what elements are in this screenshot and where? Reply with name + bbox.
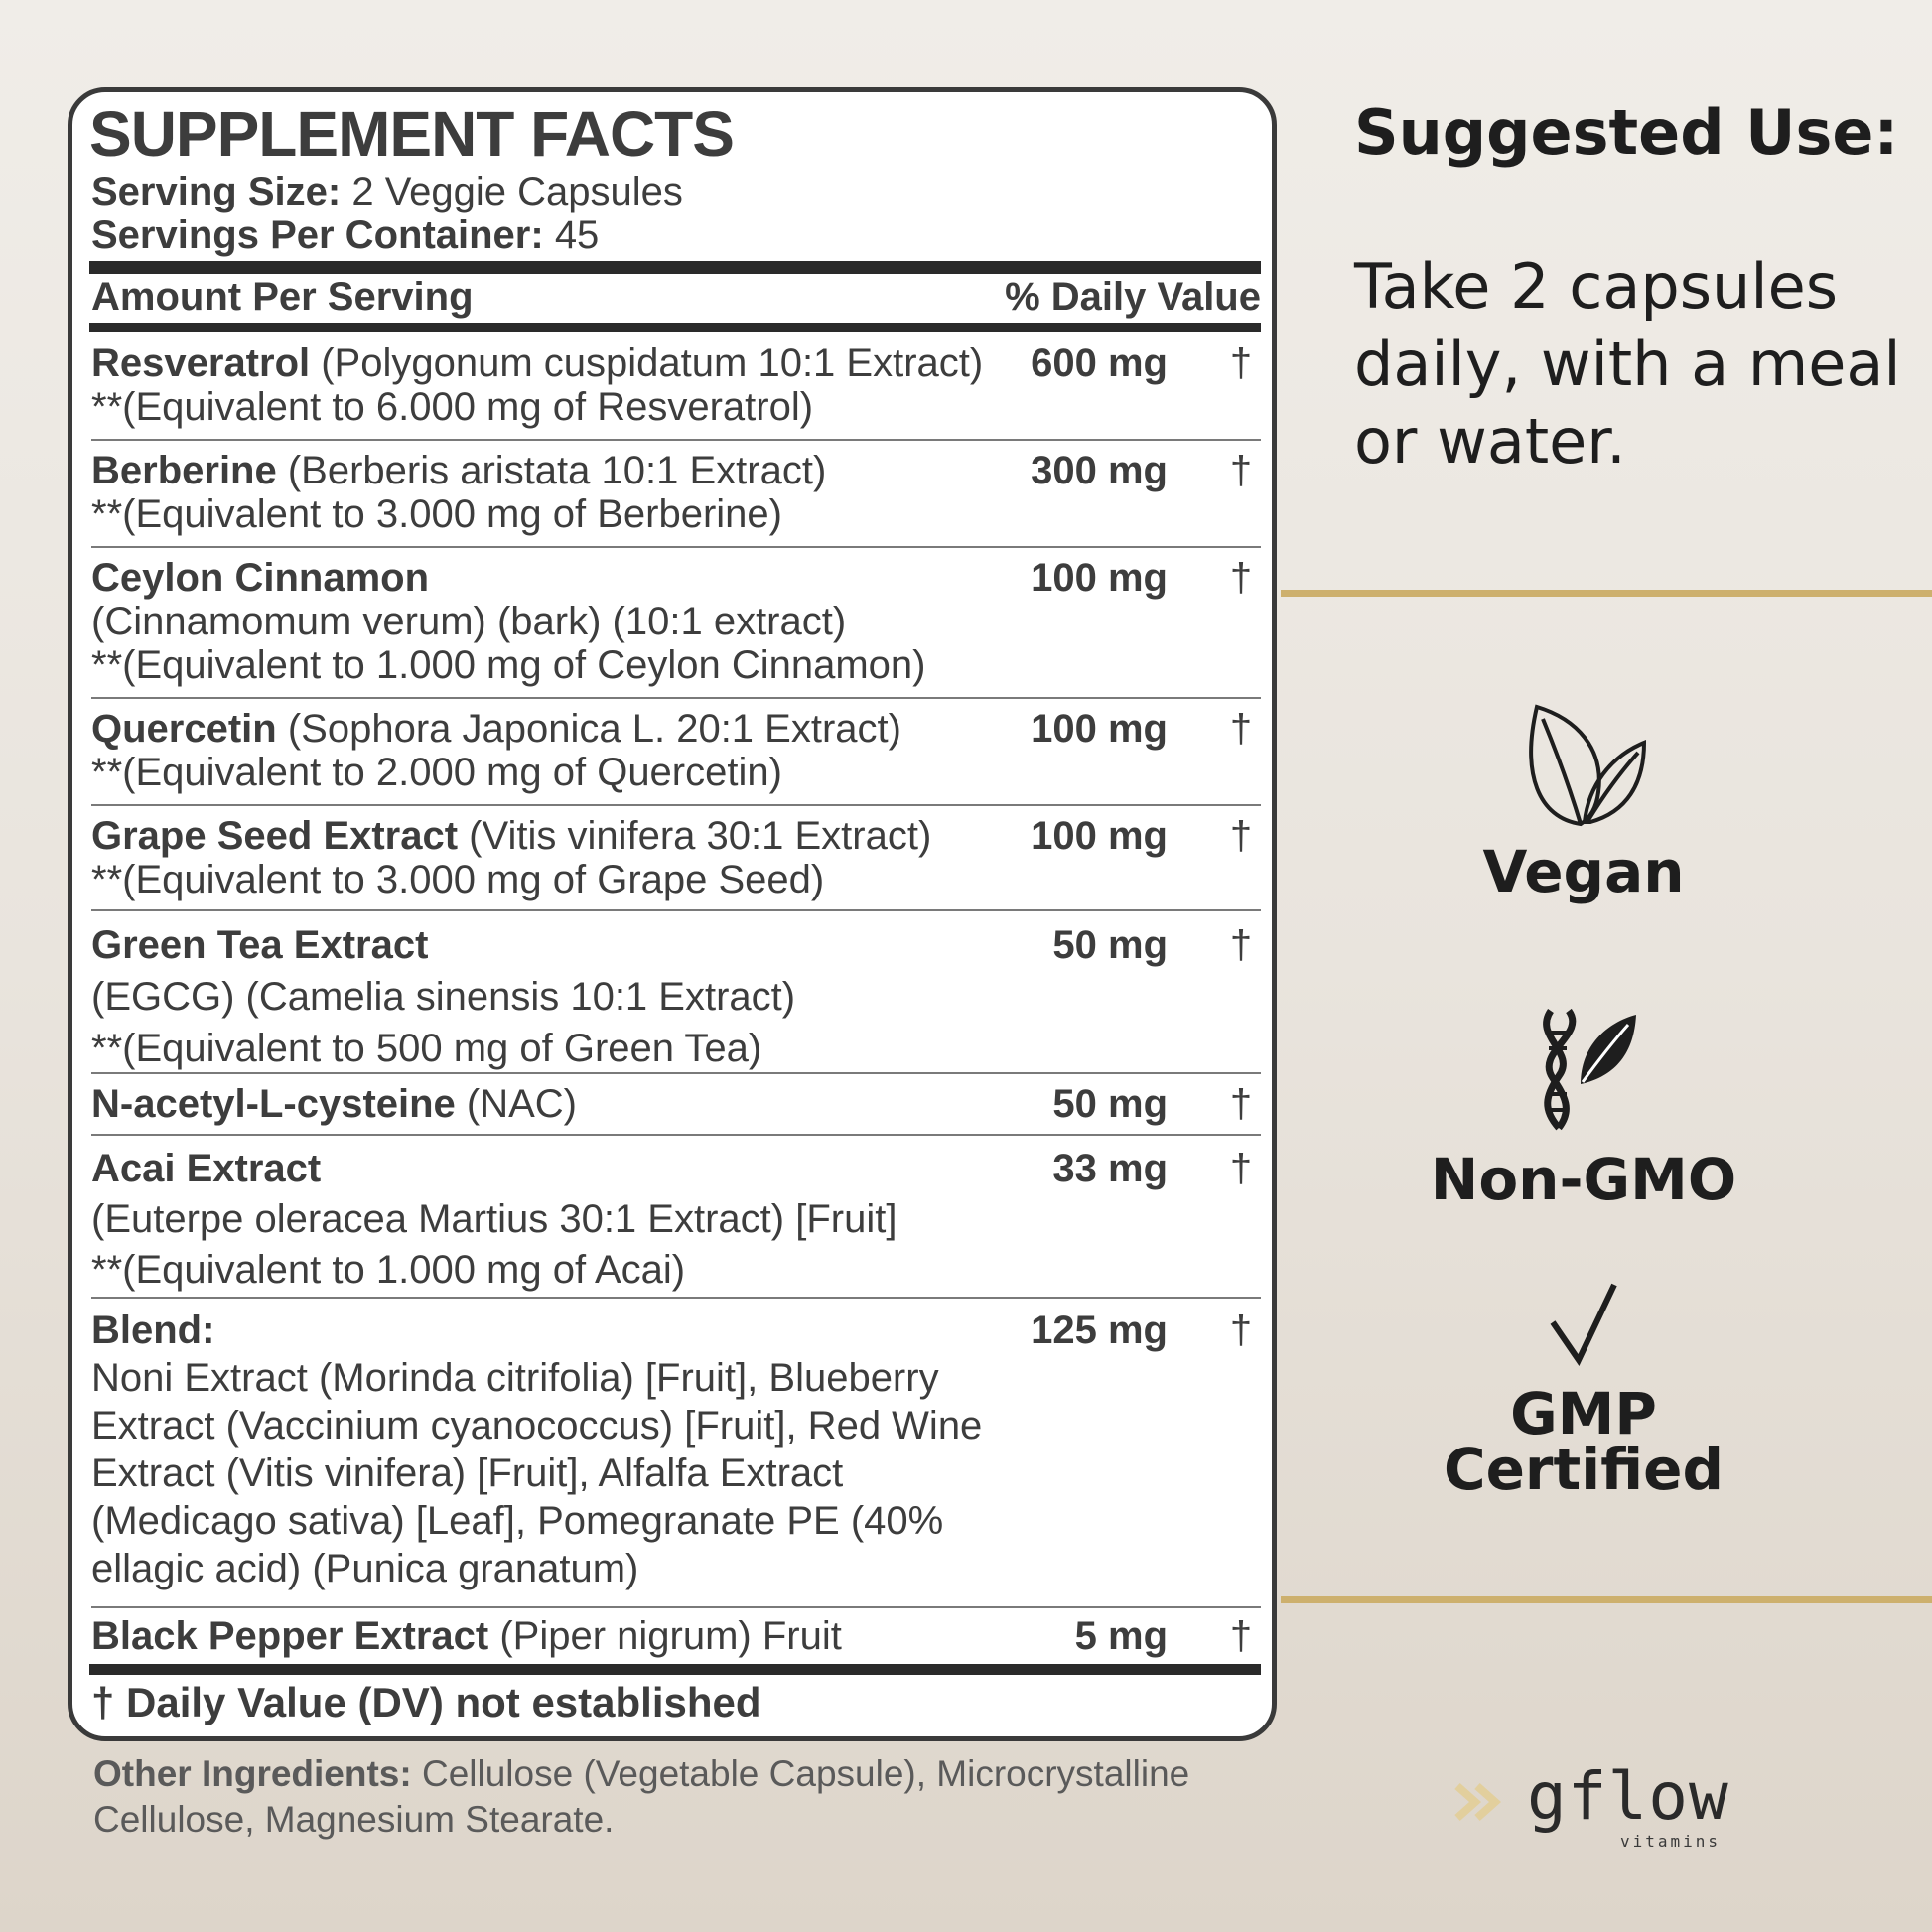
ingredient-name: N-acetyl-L-cysteine (91, 1082, 456, 1126)
ingredient-desc: (Piper nigrum) Fruit (488, 1614, 842, 1658)
leaf-icon (1519, 701, 1648, 830)
ingredient-row (91, 707, 1261, 806)
ingredient-row (91, 556, 1261, 699)
checkmark-icon (1549, 1281, 1618, 1366)
suggested-use-text: Take 2 capsules daily, with a meal or water. (1354, 250, 1901, 478)
ingredient-amount: 5 mg (1074, 1614, 1168, 1658)
vegan-badge (1410, 701, 1757, 905)
ingredient-name: Resveratrol (91, 342, 311, 385)
dagger-mark: † (1229, 556, 1253, 600)
dagger-mark: † (1229, 449, 1253, 492)
other-ingredients-value: Cellulose (Vegetable Capsule), Microcrystalline Cellulose, Magnesium Stearate. (93, 1753, 1190, 1840)
amount-header: Amount Per Serving (91, 275, 474, 319)
ingredient-desc: (Polygonum cuspidatum 10:1 Extract) (310, 342, 984, 385)
ingredient-equivalent: **(Equivalent to 500 mg of Green Tea) (91, 1027, 762, 1070)
serving-size (91, 169, 683, 214)
ingredient-amount: 50 mg (1052, 923, 1168, 967)
serving-size-value: 2 Veggie Capsules (351, 170, 683, 213)
non-gmo-label: Non-GMO (1430, 1146, 1737, 1213)
ingredient-amount: 100 mg (1031, 556, 1168, 600)
ingredient-equivalent: **(Equivalent to 1.000 mg of Acai) (91, 1248, 686, 1292)
servings-value: 45 (554, 213, 600, 257)
ingredient-row (91, 449, 1261, 548)
ingredient-amount: 50 mg (1052, 1082, 1168, 1126)
gmp-label: GMP (1510, 1380, 1657, 1448)
chevron-logo-icon (1451, 1782, 1511, 1822)
ingredient-desc: (Cinnamomum verum) (bark) (10:1 extract) (91, 600, 847, 643)
other-ingredients (93, 1751, 1285, 1843)
dagger-mark: † (1229, 923, 1253, 967)
ingredient-name: Black Pepper Extract (91, 1614, 489, 1658)
dagger-mark: † (1229, 342, 1253, 385)
ingredient-row (91, 1614, 1261, 1662)
brand-name: gflow (1527, 1758, 1729, 1835)
ingredient-amount: 100 mg (1031, 707, 1168, 751)
dagger-mark: † (1229, 814, 1253, 858)
ingredient-equivalent: **(Equivalent to 3.000 mg of Grape Seed) (91, 858, 825, 901)
ingredient-equivalent: **(Equivalent to 2.000 mg of Quercetin) (91, 751, 782, 794)
vegan-label: Vegan (1482, 838, 1685, 905)
ingredient-name: Berberine (91, 449, 277, 492)
dv-footnote: † Daily Value (DV) not established (91, 1679, 761, 1725)
ingredient-row (91, 1307, 1261, 1608)
ingredient-amount: 300 mg (1031, 449, 1168, 492)
brand-sub: vitamins (1620, 1832, 1722, 1851)
ingredient-desc: (Berberis aristata 10:1 Extract) (276, 449, 827, 492)
certified-label: Certified (1444, 1436, 1724, 1503)
facts-title: SUPPLEMENT FACTS (89, 98, 734, 170)
ingredient-desc: Noni Extract (Morinda citrifolia) [Fruit], Blueberry Extract (Vaccinium cyanococcus) [Fruit], Red Wine Extract (Vitis vinifera) [Fruit], Alfalfa Extract (Medicago sativa) [Leaf], Pomegranate PE (40% ellagic acid) (Punica granatum) (91, 1356, 983, 1590)
suggested-use-heading: Suggested Use: (1354, 96, 1899, 169)
dagger-mark: † (1229, 1309, 1253, 1352)
gmp-certified-badge (1410, 1281, 1757, 1503)
ingredient-desc: (Vitis vinifera 30:1 Extract) (458, 814, 932, 858)
ingredient-amount: 33 mg (1052, 1147, 1168, 1190)
ingredient-amount: 125 mg (1031, 1309, 1168, 1352)
dagger-mark: † (1229, 1614, 1253, 1658)
ingredient-equivalent: **(Equivalent to 3.000 mg of Berberine) (91, 492, 782, 536)
dagger-mark: † (1229, 1082, 1253, 1126)
ingredient-name: Grape Seed Extract (91, 814, 459, 858)
column-header (91, 270, 1261, 324)
dna-leaf-icon (1529, 1007, 1638, 1132)
ingredient-amount: 100 mg (1031, 814, 1168, 858)
ingredient-name: Ceylon Cinnamon (91, 556, 430, 600)
ingredient-name: Quercetin (91, 707, 277, 751)
ingredient-desc: (NAC) (455, 1082, 578, 1126)
ingredient-row (91, 1082, 1261, 1136)
serving-size-label: Serving Size: (91, 170, 342, 213)
ingredient-equivalent: **(Equivalent to 6.000 mg of Resveratrol) (91, 385, 814, 429)
ingredient-desc: (Sophora Japonica L. 20:1 Extract) (276, 707, 901, 751)
servings-label: Servings Per Container: (91, 213, 544, 257)
dagger-mark: † (1229, 1147, 1253, 1190)
ingredient-amount: 600 mg (1031, 342, 1168, 385)
ingredient-equivalent: **(Equivalent to 1.000 mg of Ceylon Cinnamon) (91, 643, 926, 687)
ingredient-name: Acai Extract (91, 1147, 322, 1190)
ingredient-row (91, 342, 1261, 441)
ingredient-row (91, 1144, 1261, 1299)
ingredient-row (91, 919, 1261, 1074)
ingredient-row (91, 814, 1261, 911)
non-gmo-badge (1410, 1007, 1757, 1213)
ingredient-name: Blend: (91, 1309, 215, 1352)
bottom-divider (89, 1664, 1261, 1675)
header-divider (89, 323, 1261, 332)
dv-header: % Daily Value (1005, 275, 1261, 319)
ingredient-desc: (Euterpe oleracea Martius 30:1 Extract) [Fruit] (91, 1197, 897, 1241)
gold-divider (1281, 1596, 1932, 1603)
other-ingredients-label: Other Ingredients: (93, 1753, 412, 1794)
ingredient-name: Green Tea Extract (91, 923, 429, 967)
dagger-mark: † (1229, 707, 1253, 751)
gold-divider (1281, 590, 1932, 597)
ingredient-desc: (EGCG) (Camelia sinensis 10:1 Extract) (91, 975, 796, 1019)
servings-per-container (91, 212, 599, 258)
